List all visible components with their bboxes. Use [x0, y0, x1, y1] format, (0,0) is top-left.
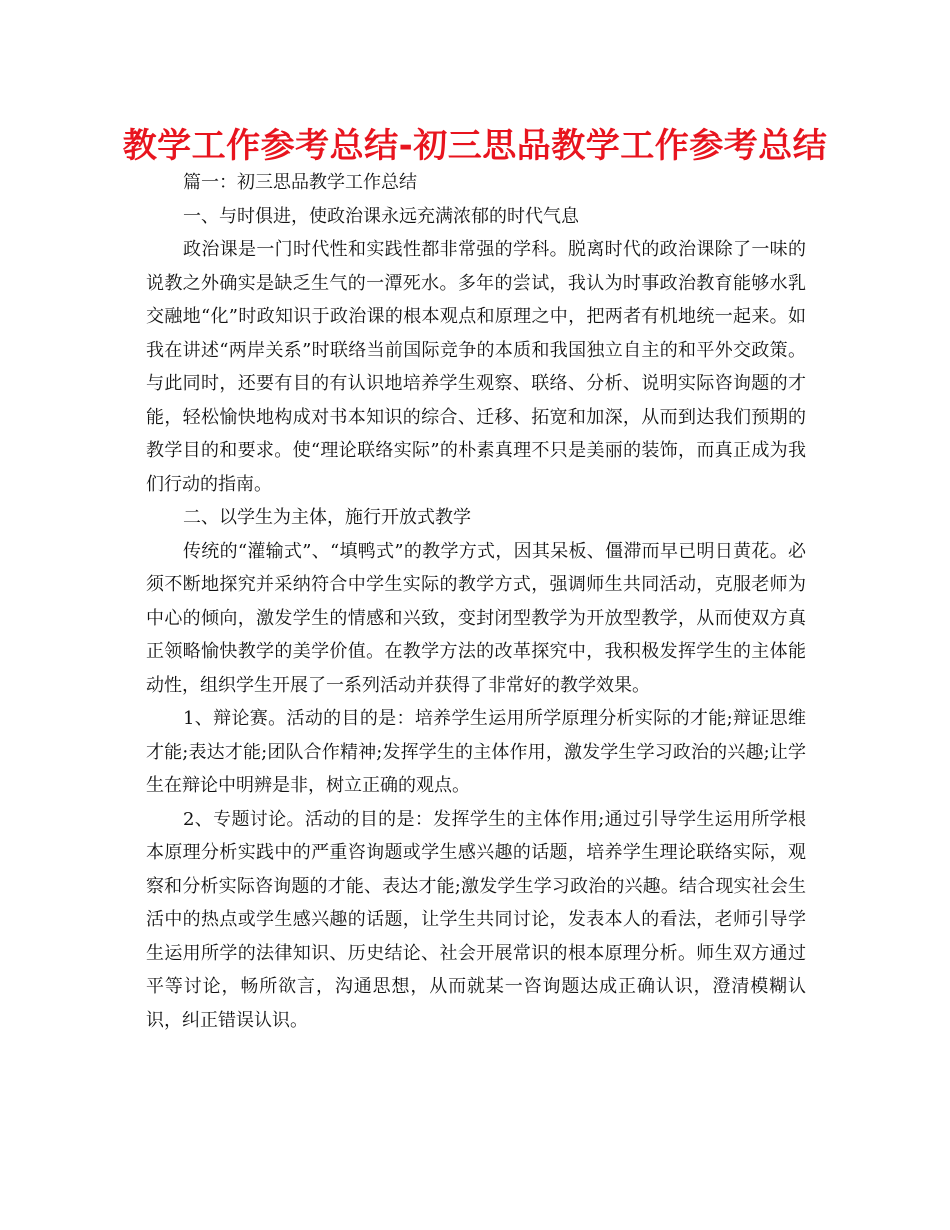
document-body: [146, 166, 806, 1037]
section-heading-two: 二、以学生为主体，施行开放式教学: [183, 507, 471, 528]
section-heading-part-one: 篇一：初三思品教学工作总结: [183, 172, 417, 193]
document-title: 教学工作参考总结-初三思品教学工作参考总结: [122, 126, 828, 166]
paragraph-teaching-methods: 传统的“灌输式”、“填鸭式”的教学方式，因其呆板、僵滞而早已明日黄花。必须不断地探究并采纳符合中学生实际的教学方式，强调师生共同活动，克服老师为中心的倾向，激发学生的情感和兴致，变封闭型教学为开放型教学，从而使双方真正领略愉快教学的美学价值。在教学方法的改革探究中，我积极发挥学生的主体能动性，组织学生开展了一系列活动并获得了非常好的教学效果。: [146, 540, 806, 696]
paragraph-topic-discussion: 2、专题讨论。活动的目的是：发挥学生的主体作用;通过引导学生运用所学根本原理分析实践中的严重咨询题或学生感兴趣的话题，培养学生理论联络实际，观察和分析实际咨询题的才能、表达才能;激发学生学习政治的兴趣。结合现实社会生活中的热点或学生感兴趣的话题，让学生共同讨论，发表本人的看法，老师引导学生运用所学的法律知识、历史结论、社会开展常识的根本原理分析。师生双方通过平等讨论，畅所欲言，沟通思想，从而就某一咨询题达成正确认识，澄清模糊认识，纠正错误认识。: [146, 808, 806, 1031]
paragraph-politics-class: 政治课是一门时代性和实践性都非常强的学科。脱离时代的政治课除了一味的说教之外确实是缺乏生气的一潭死水。多年的尝试，我认为时事政治教育能够水乳交融地“化”时政知识于政治课的根本观点和原理之中，把两者有机地统一起来。如我在讲述“两岸关系”时联络当前国际竞争的本质和我国独立自主的和平外交政策。与此同时，还要有目的有认识地培养学生观察、联络、分析、说明实际咨询题的才能，轻松愉快地构成对书本知识的综合、迁移、拓宽和加深，从而到达我们预期的教学目的和要求。使“理论联络实际”的朴素真理不只是美丽的装饰，而真正成为我们行动的指南。: [146, 239, 806, 495]
paragraph-debate: 1、辩论赛。活动的目的是：培养学生运用所学原理分析实际的才能;辩证思维才能;表达才能;团队合作精神;发挥学生的主体作用，激发学生学习政治的兴趣;让学生在辩论中明辨是非，树立正确的观点。: [146, 708, 806, 796]
section-heading-one: 一、与时俱进，使政治课永远充满浓郁的时代气息: [183, 205, 579, 227]
